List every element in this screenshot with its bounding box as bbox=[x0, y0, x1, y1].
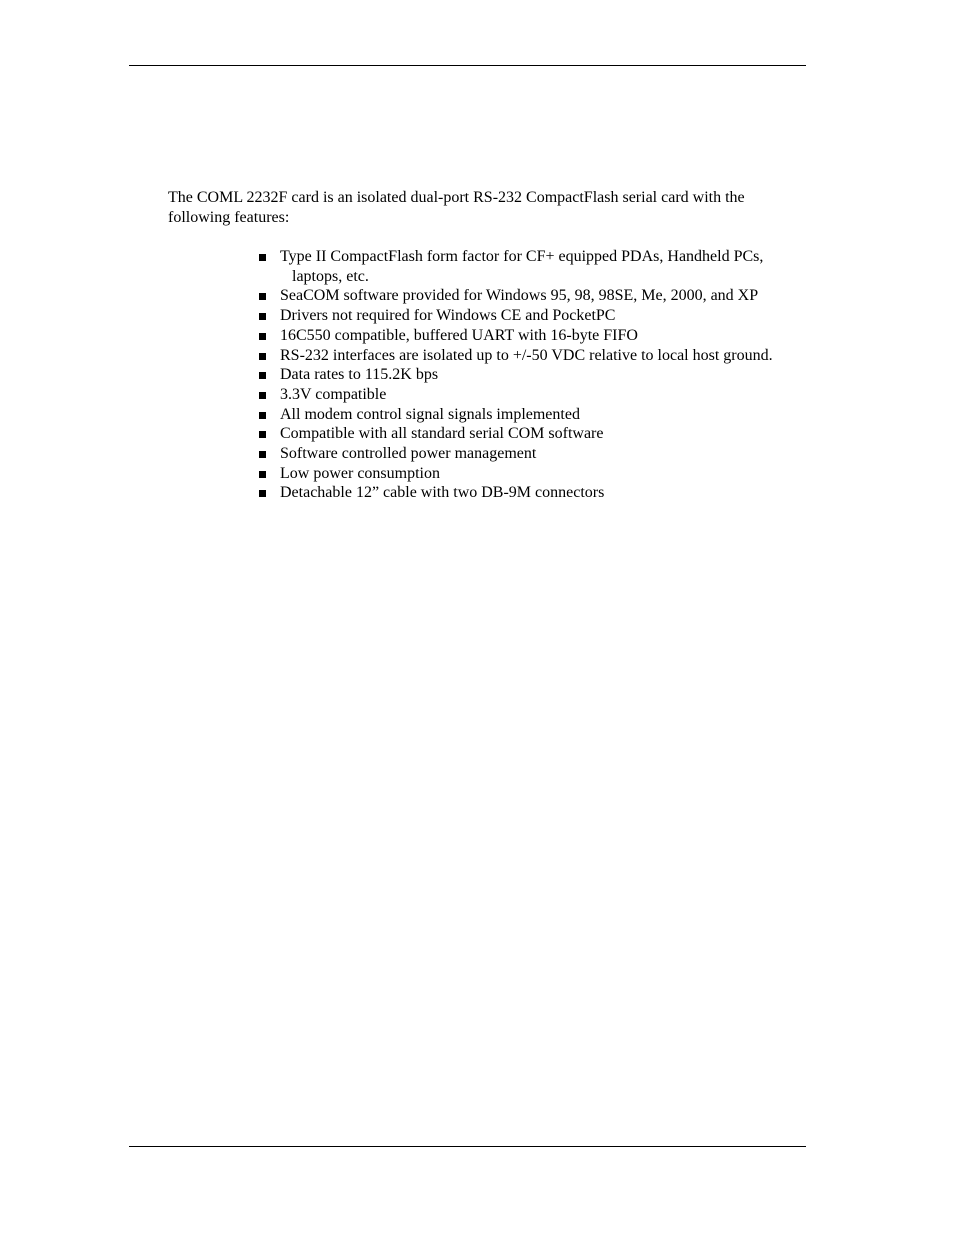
intro-paragraph bbox=[168, 188, 808, 228]
feature-item bbox=[259, 385, 819, 405]
feature-item bbox=[259, 346, 819, 366]
feature-item bbox=[259, 286, 819, 306]
intro-line-2: following features: bbox=[168, 209, 290, 226]
feature-text: Data rates to 115.2K bps bbox=[280, 366, 439, 384]
feature-text: Software controlled power management bbox=[280, 445, 537, 463]
feature-text: 3.3V compatible bbox=[280, 385, 387, 403]
feature-item bbox=[259, 444, 819, 464]
feature-text: SeaCOM software provided for Windows 95, 98, 98SE, Me, 2000, and XP bbox=[280, 287, 759, 305]
square-bullet-icon bbox=[259, 471, 266, 478]
feature-item bbox=[259, 247, 819, 286]
feature-item bbox=[259, 306, 819, 326]
square-bullet-icon bbox=[259, 412, 266, 419]
square-bullet-icon bbox=[259, 353, 266, 360]
footer-rule bbox=[129, 1146, 806, 1147]
square-bullet-icon bbox=[259, 333, 266, 340]
square-bullet-icon bbox=[259, 431, 266, 438]
feature-text: All modem control signal signals implemented bbox=[280, 405, 580, 423]
feature-text: Compatible with all standard serial COM software bbox=[280, 425, 604, 443]
feature-item bbox=[259, 424, 819, 444]
feature-item bbox=[259, 365, 819, 385]
square-bullet-icon bbox=[259, 490, 266, 497]
square-bullet-icon bbox=[259, 451, 266, 458]
feature-text: RS-232 interfaces are isolated up to +/-50 VDC relative to local host ground. bbox=[280, 346, 773, 364]
feature-text: Type II CompactFlash form factor for CF+ equipped PDAs, Handheld PCs, bbox=[280, 248, 764, 265]
square-bullet-icon bbox=[259, 372, 266, 379]
feature-item bbox=[259, 483, 819, 503]
intro-line-1: The COML 2232F card is an isolated dual-port RS-232 CompactFlash serial card with the bbox=[168, 189, 745, 206]
feature-item bbox=[259, 464, 819, 484]
square-bullet-icon bbox=[259, 254, 266, 261]
feature-text: Low power consumption bbox=[280, 464, 440, 482]
header-rule bbox=[129, 65, 806, 66]
square-bullet-icon bbox=[259, 392, 266, 399]
feature-item bbox=[259, 326, 819, 346]
feature-list bbox=[259, 247, 819, 503]
feature-text: Drivers not required for Windows CE and PocketPC bbox=[280, 307, 616, 325]
feature-text: Detachable 12” cable with two DB-9M connectors bbox=[280, 484, 605, 502]
feature-text: 16C550 compatible, buffered UART with 16-byte FIFO bbox=[280, 326, 638, 344]
feature-text-continued: laptops, etc. bbox=[292, 267, 369, 285]
square-bullet-icon bbox=[259, 293, 266, 300]
square-bullet-icon bbox=[259, 313, 266, 320]
feature-item bbox=[259, 405, 819, 425]
